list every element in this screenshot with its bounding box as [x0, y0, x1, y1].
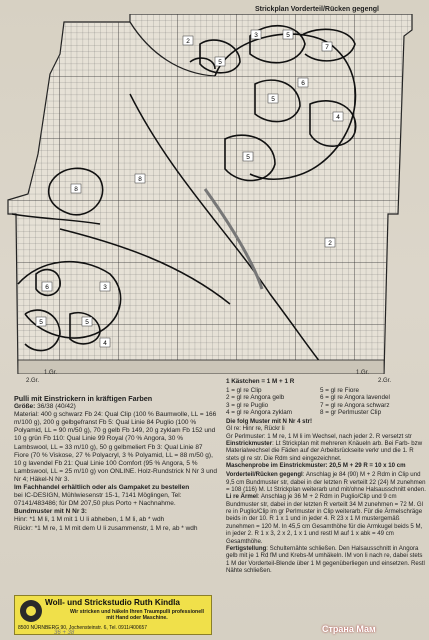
- sleeve-heading: Li re Ärmel: [226, 493, 258, 501]
- chart-number: 5: [218, 59, 222, 66]
- chart-number: 6: [45, 284, 49, 291]
- rib-heading: Bundmuster mit N Nr 3:: [14, 508, 87, 516]
- chart-number: 4: [336, 114, 340, 121]
- seed-stitch-text: Gr Perlmuster: 1 M re, 1 M li im Wechsel, nach jeder 2. R versetzt str: [226, 432, 412, 440]
- chart-number: 2: [328, 240, 332, 247]
- studio-advert: [14, 595, 212, 635]
- chart-number: 4: [103, 340, 107, 347]
- size-label: Größe:: [14, 403, 36, 411]
- rib-row-1: Hinr: *1 M li, 1 M mit 1 U li abheben, 1 M li, ab * wdh: [14, 516, 165, 524]
- advert-address: 8500 NÜRNBERG 90, Jochensteinstr. 6, Tel. 0911/400657: [18, 625, 148, 631]
- site-watermark: Страна Мам: [322, 624, 376, 634]
- size-marker: 2.Gr.: [26, 378, 40, 384]
- size-marker: 1.Gr.: [44, 370, 58, 376]
- legend-item: 1 = gl re Clip: [226, 386, 262, 394]
- finishing-heading: Fertigstellung: [226, 544, 267, 552]
- knitting-chart: [0, 14, 429, 374]
- legend-item: 8 = gr Perlmuster Clip: [320, 409, 382, 416]
- pattern-heading: Die folg Muster mit N Nr 4 str!: [226, 418, 312, 425]
- chart-number: 5: [85, 319, 89, 326]
- chart-number: 3: [254, 32, 258, 39]
- size-marker: 2.Gr.: [378, 378, 392, 384]
- stockinette-text: Gl re: Hinr re, Rückr li: [226, 425, 285, 433]
- intarsia-text: : Lt Strickplan mit mehreren Knäueln arb. Bei Farb- bzw Materialwechsel die Fäden auf der Arbeitsrückseite verkr und die 1. R stets gl re str. Die Rdm sind eingezeichnet.: [226, 440, 423, 462]
- chart-number: 3: [103, 284, 107, 291]
- order-text: bei IC-DESIGN, Mühlwiesenstr 15-1, 7141 Möglingen, Tel: 07141/483486; für DM 207,50 plus Porto + Nachnahme.: [14, 492, 182, 508]
- handwritten-note: 36 + 38: [54, 630, 75, 636]
- chart-number: 5: [286, 32, 290, 39]
- material-text: Material: 400 g schwarz Fb 24: Qual Clip (100 % Baumwolle, LL = 166 m/100 g), 200 g gelbgefranst Fb 5: Qual Linie 84 Puglio (100 % Polyamid, LL = 90 m/50 g), 70 g gelb Fb 149, 20 g zyklam Fb 152 und 10 g grün Fb 110: Qual Linie 99 Royal (70 % Angora, 30 % Lambswool, LL = 33 m/10 g), 50 g gelbmeliert Fb 3: Qual Linie 87 Fiore (70 % Viskose, 27 % Polyacryl, 3 % Polyamid, LL = 88 m/50 g), 10 g lavendel Fb 21: Qual Linie 100 Comfort (95 % Angora, 5 % Lambswool, LL = 25 m/10 g) von ONLINE. Holz-Rundstrick N Nr 3 und Nr 4; Häkel-N Nr 3.: [14, 411, 217, 483]
- gauge-text: Maschenprobe im Einstrickmuster: 20,5 M + 29 R = 10 x 10 cm: [226, 462, 406, 470]
- article-title: Pulli mit Einstrickern in kräftigen Farben: [14, 394, 153, 403]
- legend-item: 5 = gl re Fiore: [320, 386, 360, 394]
- body-text: : Anschlag je 84 (90) M + 2 Rdm in Clip und 9,5 cm Bundmuster str, dabei in der letzten R verteilt 22 (24) M zunehmen = 108 (116) M. Lt Strickplan weiterarb und mit/ohne Halsausschnitt enden.: [226, 471, 426, 494]
- chart-legend: [226, 378, 426, 417]
- legend-item: 4 = gl re Angora zyklam: [226, 409, 292, 416]
- advert-tagline: Wir stricken und häkeln Ihren Traumpulli professionell mit Hand oder Maschine.: [70, 609, 204, 621]
- chart-number: 2: [186, 38, 190, 45]
- shop-heading: Im Fachhandel erhältlich oder als Gampaket zu bestellen: [14, 484, 190, 492]
- advert-title: Woll- und Strickstudio Ruth Kindla: [45, 598, 180, 607]
- chart-number: 5: [246, 154, 250, 161]
- chart-title: Strickplan Vorderteil/Rücken gegengl: [255, 6, 379, 13]
- left-column: [14, 395, 218, 533]
- body-heading: Vorderteil/Rücken gegengl: [226, 471, 303, 479]
- ribbing-band: [18, 360, 384, 374]
- sleeve-text: : Anschlag je 36 M + 2 Rdm in Puglio/Clip und 9 cm Bundmuster str, dabei in der letzten R verteilt 34 M zunehmen = 72 M. Gl re in Puglio/Clip im gr Perlmuster in Clip weiterarb. Für die Ärmelschräge beids in der 10. R 1 x 1 und in jeder 4. R 23 x 1 M mustergemäß zunehmen = 120 M. In 45,5 cm Gesamthöhe für die Armkugel beids 5 M, in jeder 2. R 1 x 3, 2 x 2, 1 x 1 und restl M auf 1 x abk = 49 cm Gesamthöhe.: [226, 493, 423, 545]
- chart-number: 6: [301, 80, 305, 87]
- size-value: 36/38 (40/42): [37, 403, 76, 411]
- chart-number: 7: [325, 44, 329, 51]
- chart-number: 8: [74, 186, 78, 193]
- right-column: [226, 418, 426, 574]
- legend-item: 7 = gl re Angora schwarz: [320, 401, 390, 409]
- legend-item: 6 = gl re Angora lavendel: [320, 394, 390, 401]
- legend-head: 1 Kästchen = 1 M + 1 R: [226, 378, 295, 385]
- legend-item: 3 = gl re Puglio: [226, 401, 269, 409]
- size-marker: 1.Gr.: [356, 370, 370, 376]
- rib-row-2: Rückr: *1 M re, 1 M mit dem U li zusammenstr, 1 M re, ab * wdh: [14, 524, 198, 532]
- finishing-text: : Schulternähte schließen. Den Halsausschnitt in Angora gelb mit je 1 Rd fM und Krebs-M umhäkeln. IM von li nach re, dabei stets 1 M der Vorderteil-Blende über 1 M gegenüberliegen und einsetzen. Restl Nähte schließen.: [226, 544, 425, 574]
- chart-number: 8: [138, 176, 142, 183]
- yarn-ball-icon: [20, 600, 42, 622]
- intarsia-heading: Einstrickmuster: [226, 440, 273, 448]
- chart-number: 5: [39, 319, 43, 326]
- legend-item: 2 = gl re Angora gelb: [226, 394, 285, 401]
- chart-number: 5: [271, 96, 275, 103]
